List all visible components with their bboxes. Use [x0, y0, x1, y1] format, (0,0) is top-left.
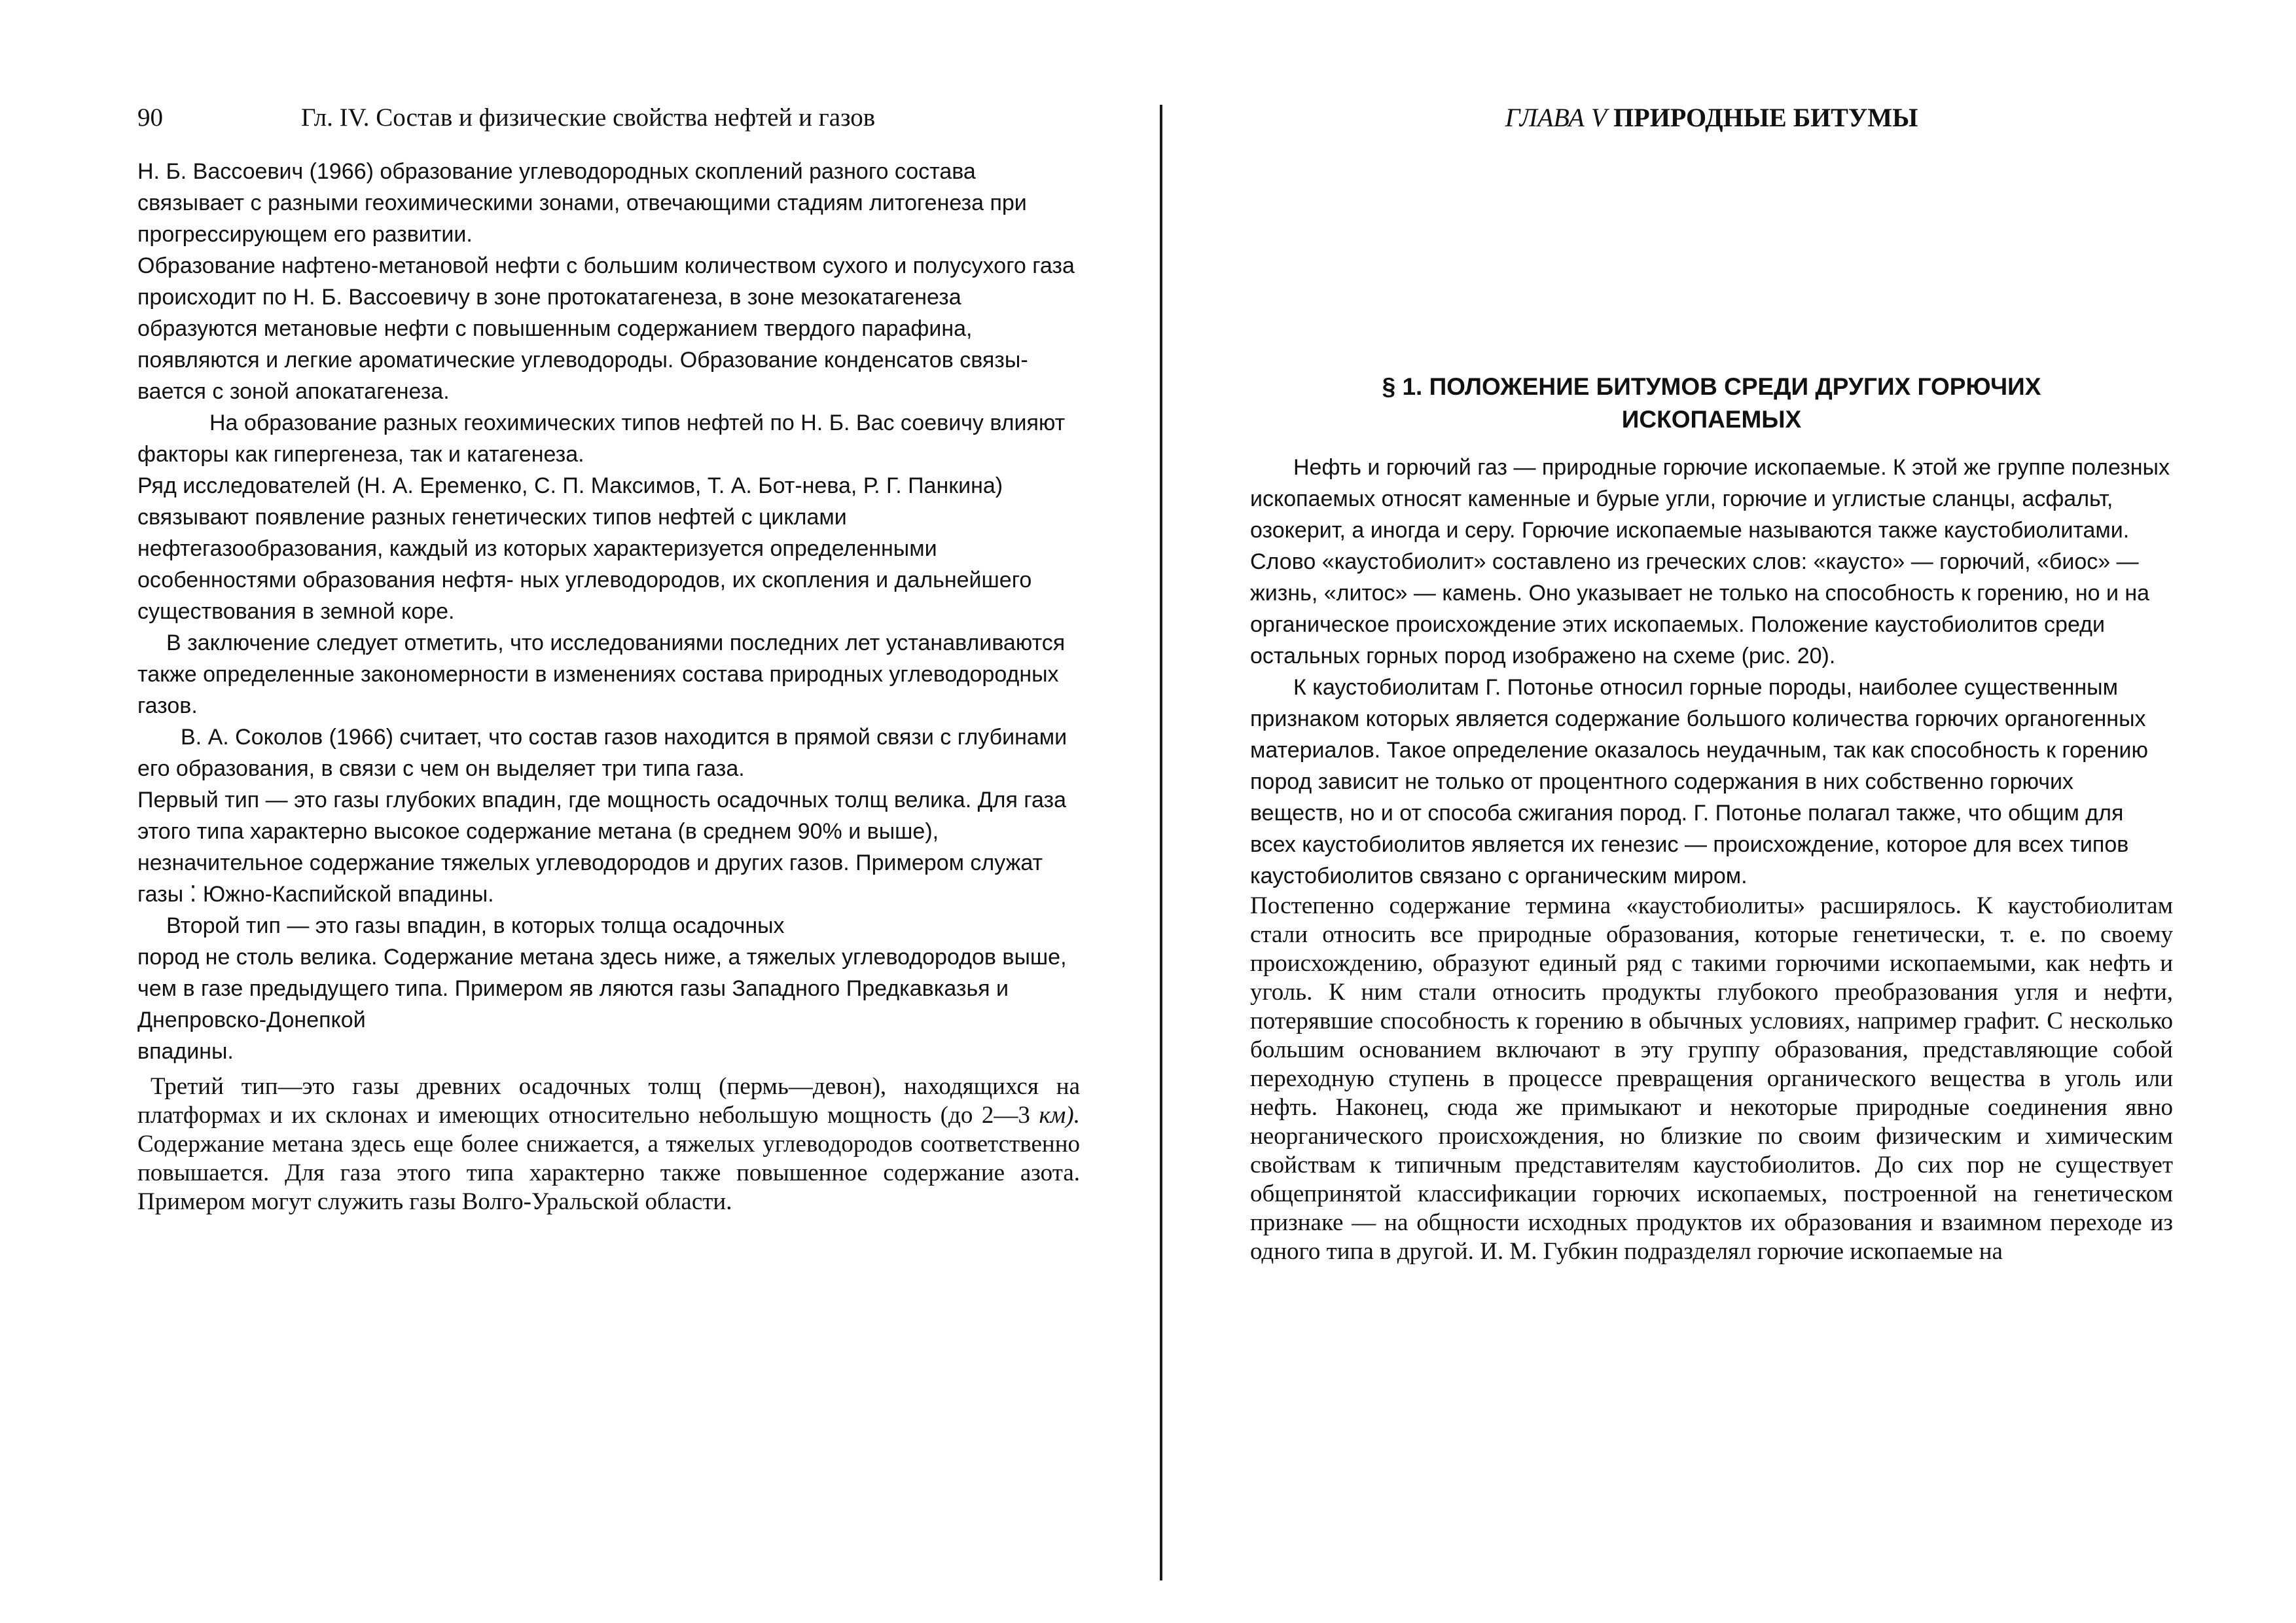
paragraph: впадины.	[137, 1039, 234, 1064]
paragraph-text: Содержание метана здесь еще более снижается, а тяжелых углеводородов соответственно повышается. Для газа этого типа характерно также повышенное содержание азота. Примером могут служить газы Волго-Уральской области.	[137, 1131, 1080, 1215]
paragraph	[137, 1072, 1080, 1216]
paragraph: К каустобиолитам Г. Потонье относил горные породы, наиболее существенным признаком которых является содержание большого количества горючих органогенных материалов. Такое определение оказалось неудачным, так как способность к горению пород зависит не только от процентного содержания в них собственно горючих веществ, но и от способа сжигания пород. Г. Потонье полагал также, что общим для всех каустобиолитов является их генезис — происхождение, которое для всех типов каустобиолитов связано с органическим миром.	[1250, 675, 2149, 888]
section-heading	[1250, 371, 2173, 436]
chapter-header	[1250, 92, 2173, 144]
paragraph: Н. Б. Вассоевич (1966) образование углеводородных скоплений разного состава связывает с разными геохимическими зонами, отвечающими стадиям литогенеза при прогрессирующем его развитии.	[137, 159, 1027, 247]
page-divider-line	[1160, 105, 1162, 1580]
left-body-serif	[137, 1072, 1080, 1216]
paragraph: Постепенно содержание термина «каустобиолиты» расширялось. К каустобиолитам стали относить все природные образования, которые генетически, т. е. по своему происхождению, образуют единый ряд с такими горючими ископаемыми, как нефть и уголь. К ним стали относить продукты глубокого преобразования угля и нефти, потерявшие способность к горению в обычных условиях, например графит. С несколько большим основанием включают в эту группу образования, представляющие собой переходную ступень в процессе превращения органического вещества в уголь или нефть. Наконец, сюда же примыкают и некоторые природные соединения явно неорганического происхождения, но близкие по своим физическим и химическим свойствам к типичным представителям каустобиолитов. До сих пор не существует общепринятой классификации горючих ископаемых, построенной на генетическом признаке — на общности исходных продуктов их образования и взаимном переходе из одного типа в другой. И. М. Губкин подразделял горючие ископаемые на	[1250, 892, 2173, 1265]
running-title: Гл. IV. Состав и физические свойства нефтей и газов	[301, 103, 876, 132]
paragraph: пород не столь велика. Содержание метана здесь ниже, а тяжелых углеводородов выше, чем в газе предыдущего типа. Примером яв ляются газы Западного Предкавказья и Днепровско-Донепкой	[137, 945, 1067, 1032]
chapter-label: ГЛАВА V	[1505, 103, 1607, 132]
left-body-sans	[137, 156, 1080, 1067]
paragraph: На образование разных геохимических типов нефтей по Н. Б. Вас соевичу влияют факторы как гипергенеза, так и катагенеза.	[137, 410, 1066, 467]
paragraph: Второй тип — это газы впадин, в которых толща осадочных	[166, 913, 785, 938]
right-page	[1250, 92, 2173, 1266]
paragraph: В. А. Соколов (1966) считает, что состав газов находится в прямой связи с глубинами его образования, в связи с чем он выделяет три типа газа.	[137, 725, 1067, 781]
paragraph-italic-unit: км).	[1039, 1102, 1080, 1129]
paragraph-text: Третий тип—это газы древних осадочных толщ (пермь—девон), находящихся на платформах и их склонах и имеющих относительно небольшую мощность (до 2—3	[137, 1073, 1080, 1129]
chapter-title: ПРИРОДНЫЕ БИТУМЫ	[1613, 103, 1918, 132]
right-body-sans	[1250, 452, 2173, 892]
paragraph: В заключение следует отметить, что исследованиями последних лет устанавливаются также определенные закономерности в изменениях состава природных углеводородных газов.	[137, 630, 1066, 718]
right-body-serif	[1250, 892, 2173, 1266]
section-heading-line: § 1. ПОЛОЖЕНИЕ БИТУМОВ СРЕДИ ДРУГИХ ГОРЮЧИХ	[1382, 373, 2041, 400]
page-number: 90	[137, 103, 163, 132]
paragraph: Нефть и горючий газ — природные горючие ископаемые. К этой же группе полезных ископаемых относят каменные и бурые угли, горючие и углистые сланцы, асфальт, озокерит, а иногда и серу. Горючие ископаемые называются также каустобиолитами. Слово «каустобиолит» составлено из греческих слов: «каусто» — горючий, «биос» — жизнь, «литос» — камень. Оно указывает не только на способность к горению, но и на органическое происхождение этих ископаемых. Положение каустобиолитов среди остальных горных пород изображено на схеме (рис. 20).	[1250, 455, 2170, 668]
paragraph: Первый тип — это газы глубоких впадин, где мощность осадочных толщ велика. Для газа этого типа характерно высокое содержание метана (в среднем 90% и выше), незначительное содержание тяжелых углеводородов и других газов. Примером служат газы ⁚ Южно-Каспийской впадины.	[137, 788, 1066, 907]
section-heading-line: ИСКОПАЕМЫХ	[1621, 406, 1802, 433]
left-page	[137, 92, 1080, 1216]
left-page-header	[137, 92, 1080, 144]
paragraph: Образование нафтено-метановой нефти с большим количеством сухого и полусухого газа происходит по Н. Б. Вассоевичу в зоне протокатагенеза, в зоне мезокатагенеза образуются метановые нефти с повышенным содержанием твердого парафина, появляются и легкие ароматические углеводороды. Образование конденсатов связы-вается с зоной апокатагенеза.	[137, 253, 1075, 404]
paragraph: Ряд исследователей (Н. А. Еременко, С. П. Максимов, Т. А. Бот-нева, Р. Г. Панкина) связывают появление разных генетических типов нефтей с циклами нефтегазообразования, каждый из которых характеризуется определенными особенностями образования нефтя- ных углеводородов, их скопления и дальнейшего существования в земной коре.	[137, 473, 1032, 624]
